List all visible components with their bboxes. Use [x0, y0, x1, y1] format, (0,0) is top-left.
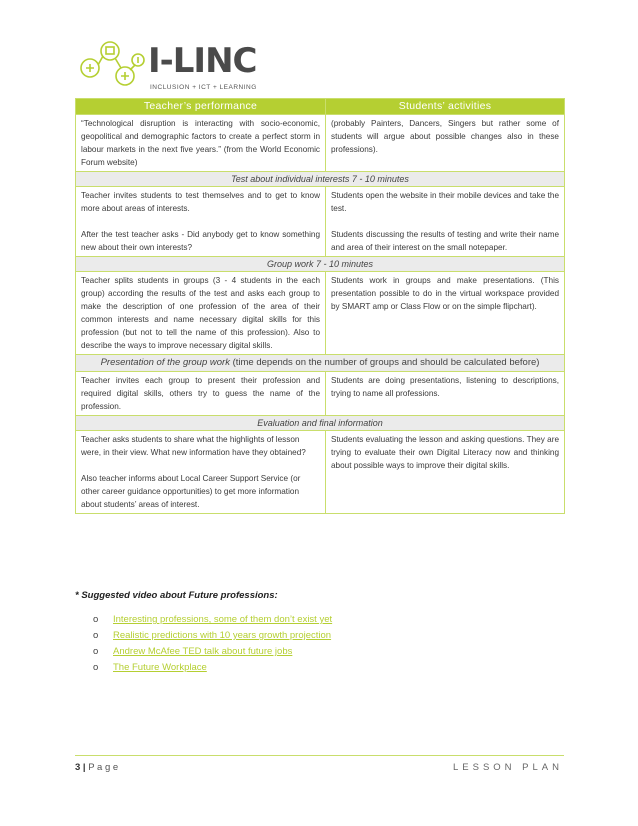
footer-doc-label: LESSON PLAN [453, 762, 563, 773]
footer-page-info [75, 762, 118, 773]
list-item [93, 628, 332, 644]
presentation-students-cell: Students are doing presentations, listening to descriptions, trying to name all professions. [326, 372, 565, 416]
cell-paragraph: Teacher invites students to test themselves and to get to know more about areas of interests. [81, 191, 320, 213]
cell-paragraph: After the test teacher asks - Did anybody get to know something new about their own interests? [81, 230, 320, 252]
presentation-teacher-cell: Teacher invites each group to present their profession and required digital skills, others try to guess the name of the profession. [76, 372, 326, 416]
header-students: Students’ activities [326, 99, 565, 115]
bullet-icon: o [93, 630, 99, 641]
page-label: P a g e [88, 762, 119, 773]
logo-tagline: INCLUSION + ICT + LEARNING [150, 84, 257, 91]
evaluation-students-cell: Students evaluating the lesson and asking questions. They are trying to evaluate their own Digital Literacy now and thinking about possible ways to improve their digital skills. [326, 431, 565, 514]
table-row-test [76, 187, 565, 257]
section-row-group-work [76, 257, 565, 272]
table-row-intro [76, 115, 565, 172]
test-students-cell [326, 187, 565, 257]
list-item [93, 644, 332, 660]
section-row-test [76, 172, 565, 187]
cell-paragraph: Students open the website in their mobile devices and take the test. [331, 191, 559, 213]
footer-divider [75, 755, 564, 756]
bullet-icon: o [93, 662, 99, 673]
video-link-mcafee-ted[interactable]: Andrew McAfee TED talk about future jobs [113, 646, 293, 657]
section-row-evaluation [76, 416, 565, 431]
section-title-test: Test about individual interests 7 - 10 minutes [76, 172, 565, 187]
video-link-interesting-professions[interactable]: Interesting professions, some of them don’t exist yet [113, 614, 333, 625]
test-teacher-cell [76, 187, 326, 257]
video-heading: * Suggested video about Future professions: [75, 590, 278, 601]
section-title-group-work: Group work 7 - 10 minutes [76, 257, 565, 272]
page-separator: | [80, 762, 89, 773]
video-link-future-workplace[interactable]: The Future Workplace [113, 662, 207, 673]
logo-wordmark: I-LINC [148, 41, 257, 81]
page-number: 3 [75, 762, 81, 773]
header-teacher: Teacher’s performance [76, 99, 326, 115]
group-work-teacher-cell: Teacher splits students in groups (3 - 4 students in the each group) according the results of the test and asks each group to make the description of one profession of the area of their common interests and name necessary digital skills for this profession (but not to tell the name of this profession). Also to describe the ways to improve necessary digital skills. [76, 272, 326, 355]
bullet-icon: o [93, 614, 99, 625]
video-link-list [93, 612, 332, 676]
cell-paragraph: Teacher asks students to share what the highlights of lesson were, in their view. What new information have they obtained? [81, 435, 306, 457]
section-title-note: (time depends on the number of groups and should be calculated before) [229, 357, 540, 368]
evaluation-teacher-cell [76, 431, 326, 514]
section-row-presentation [76, 355, 565, 372]
bullet-icon: o [93, 646, 99, 657]
lesson-plan-table [75, 98, 565, 514]
table-row-evaluation [76, 431, 565, 514]
video-link-realistic-predictions[interactable]: Realistic predictions with 10 years growth projection [113, 630, 332, 641]
section-title-evaluation: Evaluation and final information [76, 416, 565, 431]
table-row-presentation [76, 372, 565, 416]
group-work-students-cell: Students work in groups and make presentations. (This presentation possible to do in the virtual workspace provided by SMART amp or Class Flow or on the simple flipchart). [326, 272, 565, 355]
cell-paragraph: Also teacher informs about Local Career Support Service (or other career guidance opportunities) to get more information about students’ areas of interest. [81, 474, 301, 509]
table-row-group-work [76, 272, 565, 355]
intro-teacher-cell: “Technological disruption is interacting with socio-economic, geopolitical and demographic factors to create a perfect storm in labour markets in the next five years.” (from the World Economic Forum website) [76, 115, 326, 172]
list-item [93, 660, 332, 676]
table-header-row [76, 99, 565, 115]
section-title-presentation [76, 355, 565, 372]
cell-paragraph: Students discussing the results of testing and write their name and area of their interest on the small notepaper. [331, 230, 559, 252]
section-title-italic: Presentation of the group work [100, 357, 230, 368]
intro-students-cell: (probably Painters, Dancers, Singers but rather some of students will argue about possible changes also in these professions). [326, 115, 565, 172]
list-item [93, 612, 332, 628]
